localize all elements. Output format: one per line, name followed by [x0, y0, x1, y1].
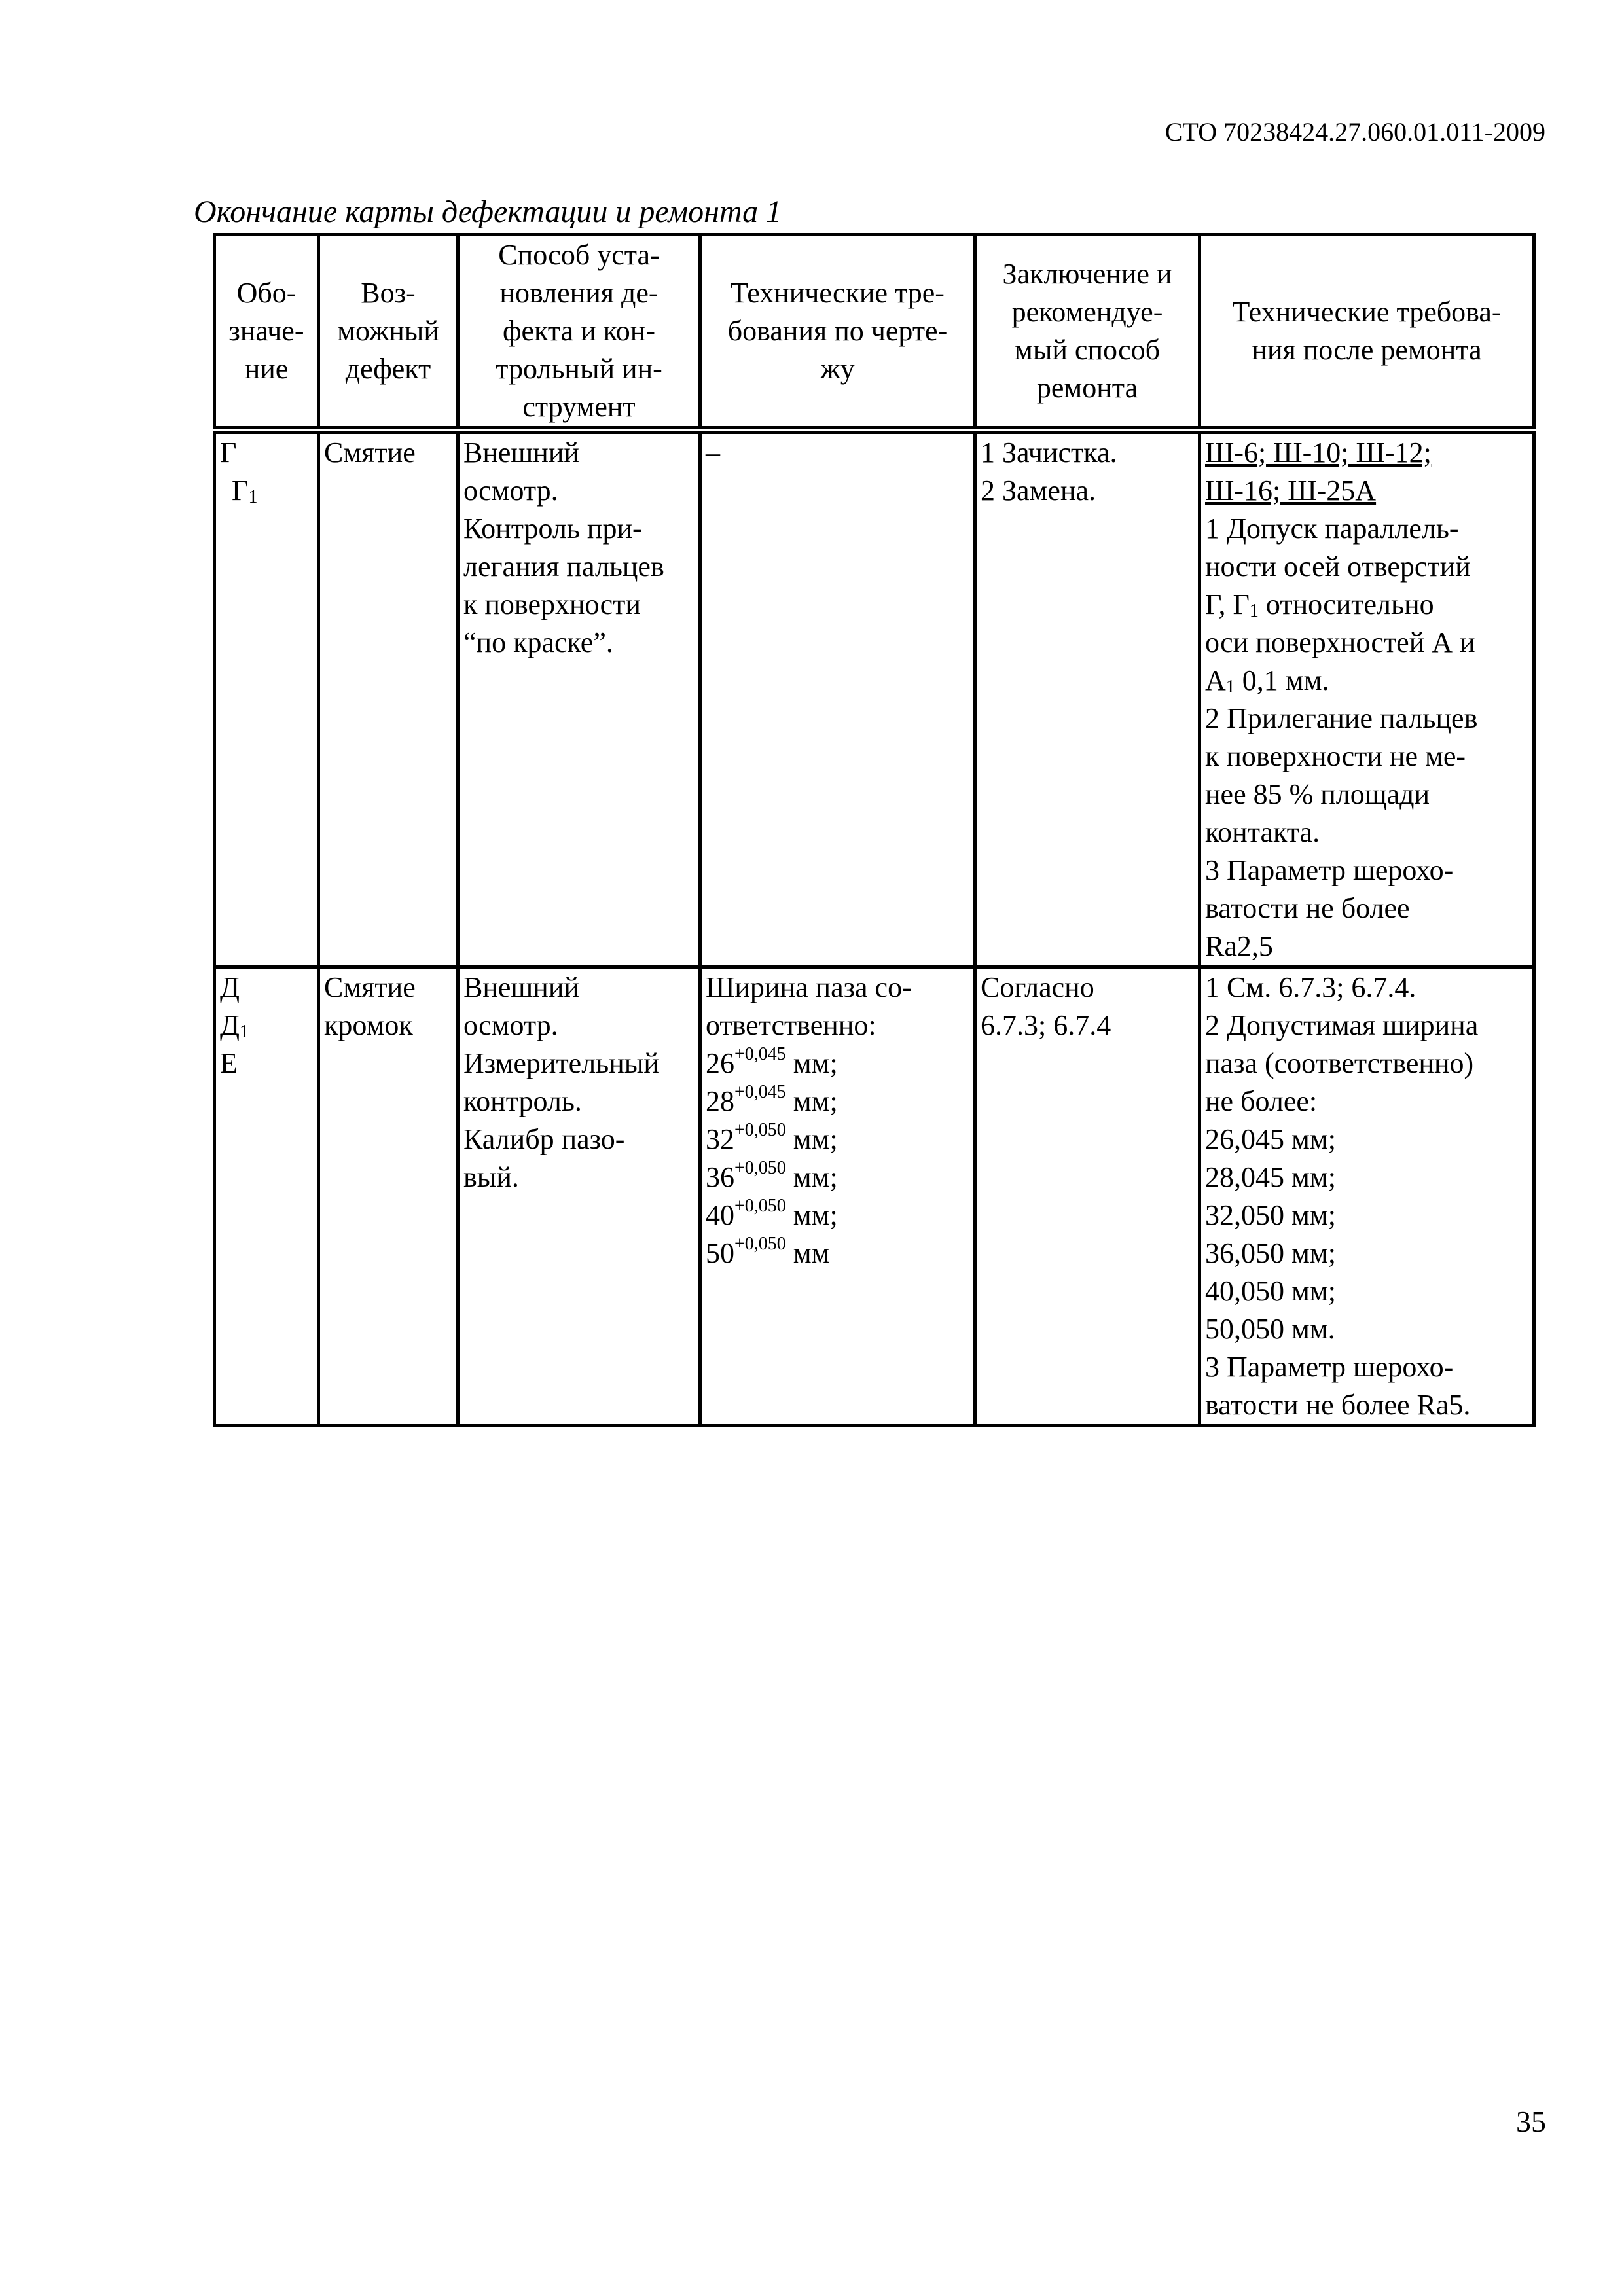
cell-after-repair: Ш-6; Ш-10; Ш-12; Ш-16; Ш-25А 1 Допуск параллель- ности осей отверстий Г, $Г_1$ относительно оси поверхностей А и $А_1$ 0,1 мм. 2 Прилегание пальцев к поверхности не ме- нее 85 % площади контакта. 3 Параметр шерохо- ватости не более Ra2,5 — [1200, 430, 1534, 967]
cell-drawing-requirements: Ширина паза со- ответственно: $26^{+0,045}$ мм; $28^{+0,045}$ мм; $32^{+0,050}$ мм; $36^{+0,050}$ мм; $40^{+0,050}$ мм; $50^{+0,050}$ мм — [700, 967, 975, 1426]
cell-designation: Г $Г_1$ — [215, 430, 319, 967]
document-code: СТО 70238424.27.060.01.011-2009 — [1164, 117, 1545, 147]
header-after-repair: Технические требова- ния после ремонта — [1200, 235, 1534, 431]
cell-defect: Смятие кромок — [319, 967, 458, 1426]
cell-designation: Д $Д_1$ Е — [215, 967, 319, 1426]
header-method: Способ уста- новления де- фекта и кон- трольный ин- струмент — [458, 235, 700, 431]
table-row — [215, 430, 1534, 967]
table-header-row — [215, 235, 1534, 431]
header-defect: Воз- можный дефект — [319, 235, 458, 431]
cell-defect: Смятие — [319, 430, 458, 967]
cell-method: Внешний осмотр. Контроль при- легания пальцев к поверхности “по краске”. — [458, 430, 700, 967]
cell-method: Внешний осмотр. Измерительный контроль. Калибр пазо- вый. — [458, 967, 700, 1426]
cell-drawing-requirements: – — [700, 430, 975, 967]
table-row — [215, 967, 1534, 1426]
header-drawing-requirements: Технические тре- бования по черте- жу — [700, 235, 975, 431]
cell-conclusion: Согласно 6.7.3; 6.7.4 — [975, 967, 1200, 1426]
cell-after-repair: 1 См. 6.7.3; 6.7.4. 2 Допустимая ширина паза (соответственно) не более: 26,045 мм; 28,045 мм; 32,050 мм; 36,050 мм; 40,050 мм; 50,050 мм. 3 Параметр шерохо- ватости не более Ra5. — [1200, 967, 1534, 1426]
defect-repair-table — [213, 233, 1536, 1427]
header-conclusion: Заключение и рекомендуе- мый способ ремонта — [975, 235, 1200, 431]
page-number: 35 — [1516, 2105, 1546, 2138]
header-designation: Обо- значе- ние — [215, 235, 319, 431]
table-caption: Окончание карты дефектации и ремонта 1 — [194, 194, 782, 229]
cell-conclusion: 1 Зачистка. 2 Замена. — [975, 430, 1200, 967]
